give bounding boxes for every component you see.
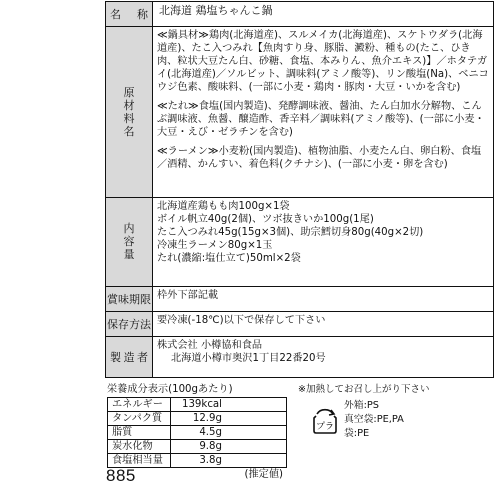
storage-value: 要冷凍(-18℃)以下で保存して下さい [153, 312, 494, 337]
nutrition-footnote: (推定値) [244, 469, 283, 480]
nutrient-name: 食塩相当量 [108, 454, 171, 468]
nutrition-row [108, 398, 287, 412]
contents-item: 北海道産鶏もも肉100g×1袋 [157, 200, 290, 212]
maker-header-chars [110, 349, 148, 365]
expiry-value: 枠外下部記載 [153, 286, 494, 311]
maker-header-char: 製 [110, 351, 121, 365]
nutrition-table [107, 397, 287, 468]
cooking-note: ※加熱してお召し上がり下さい [298, 384, 430, 395]
ingredients-paragraph-sauce: ≪たれ≫食塩(国内製造)、発酵調味液、醤油、たん白加水分解物、こんぶ調味液、魚醤、醸造酢、香辛料／調味料(アミノ酸等)、(一部に小麦・大豆・えび・ゼラチンを含む) [157, 101, 485, 139]
contents-header [106, 197, 153, 286]
maker-row [106, 337, 494, 378]
ingredients-row [106, 27, 494, 197]
name-header-char: 名 [110, 8, 121, 22]
nutrient-name: 脂質 [108, 426, 171, 440]
contents-row [106, 197, 494, 286]
storage-header: 保存方法 [106, 312, 153, 337]
name-row [106, 2, 494, 27]
ingredients-header-text: 原材料名 [123, 85, 135, 138]
material-line: 真空袋:PE,PA [344, 414, 404, 425]
maker-header [106, 337, 153, 378]
maker-address: 北海道小樽市奥沢1丁目22番20号 [171, 353, 326, 365]
nutrition-title: 栄養成分表示(100gあたり) [107, 384, 233, 395]
recycle-info [310, 398, 418, 440]
contents-item: ボイル帆立40g(2個)、ツボ抜きいか100g(1尾) [157, 213, 374, 225]
name-header-char: 称 [137, 8, 148, 22]
contents-item: たこ入つみれ45g(15g×3個)、助宗鱈切身80g(40g×2切) [157, 226, 424, 238]
contents-list [153, 197, 494, 286]
maker-header-char: 者 [137, 351, 148, 365]
nutrient-value: 139kcal [171, 398, 287, 412]
nutrition-row [108, 426, 287, 440]
nutrition-row [108, 440, 287, 454]
material-line: 外箱:PS [344, 400, 380, 411]
contents-header-text: 内容量 [123, 222, 135, 262]
ingredients-text [153, 27, 494, 197]
ingredients-header [106, 27, 153, 197]
nutrient-value: 12.9g [171, 412, 287, 426]
food-label-table [105, 1, 494, 378]
name-header-chars [110, 6, 148, 22]
product-code: 885 [106, 466, 136, 485]
nutrient-name: タンパク質 [108, 412, 171, 426]
expiry-header: 賞味期限 [106, 286, 153, 311]
contents-item: たれ(濃縮:塩仕立て)50ml×2袋 [157, 252, 301, 264]
contents-item: 冷凍生ラーメン80g×1玉 [157, 239, 273, 251]
ingredients-paragraph-ramen: ≪ラーメン≫小麦粉(国内製造)、植物油脂、小麦たん白、卵白粉、食塩／酒精、かんすい、着色料(クチナシ)、(一部に小麦・卵を含む) [157, 146, 482, 171]
product-name: 北海道 鶏塩ちゃんこ鍋 [153, 2, 494, 27]
recycle-mark-text: プラ [315, 422, 335, 432]
nutrient-value: 3.8g [171, 454, 287, 468]
nutrient-value: 4.5g [171, 426, 287, 440]
ingredients-paragraph-hotpot: ≪鍋具材≫鶏肉(北海道産)、スルメイカ(北海道産)、スケトウダラ(北海道産)、たこ入つみれ【魚肉すり身、豚脂、澱粉、種もの(たこ、ひき肉、粒状大豆たん白、砂糖、食塩、本みりん、魚介エキス)】／ホタテガイ(北海道産)／ソルビット、調味料(アミノ酸等)、リン酸塩(Na)、ベニコウジ色素、酸味料、(一部に小麦・鶏肉・豚肉・大豆・いかを含む) [157, 30, 489, 94]
material-line: 袋:PE [344, 428, 370, 439]
nutrition-row [108, 412, 287, 426]
maker-name: 株式会社 小樽協和食品 [157, 340, 263, 352]
name-header [106, 2, 153, 27]
nutrient-value: 9.8g [171, 440, 287, 454]
storage-row [106, 312, 494, 337]
maker-header-char: 造 [123, 351, 135, 365]
material-list [344, 399, 404, 441]
maker-info [153, 337, 494, 378]
nutrient-name: 炭水化物 [108, 440, 171, 454]
expiry-row [106, 286, 494, 311]
plastic-recycle-icon [310, 404, 340, 436]
nutrient-name: エネルギー [108, 398, 171, 412]
